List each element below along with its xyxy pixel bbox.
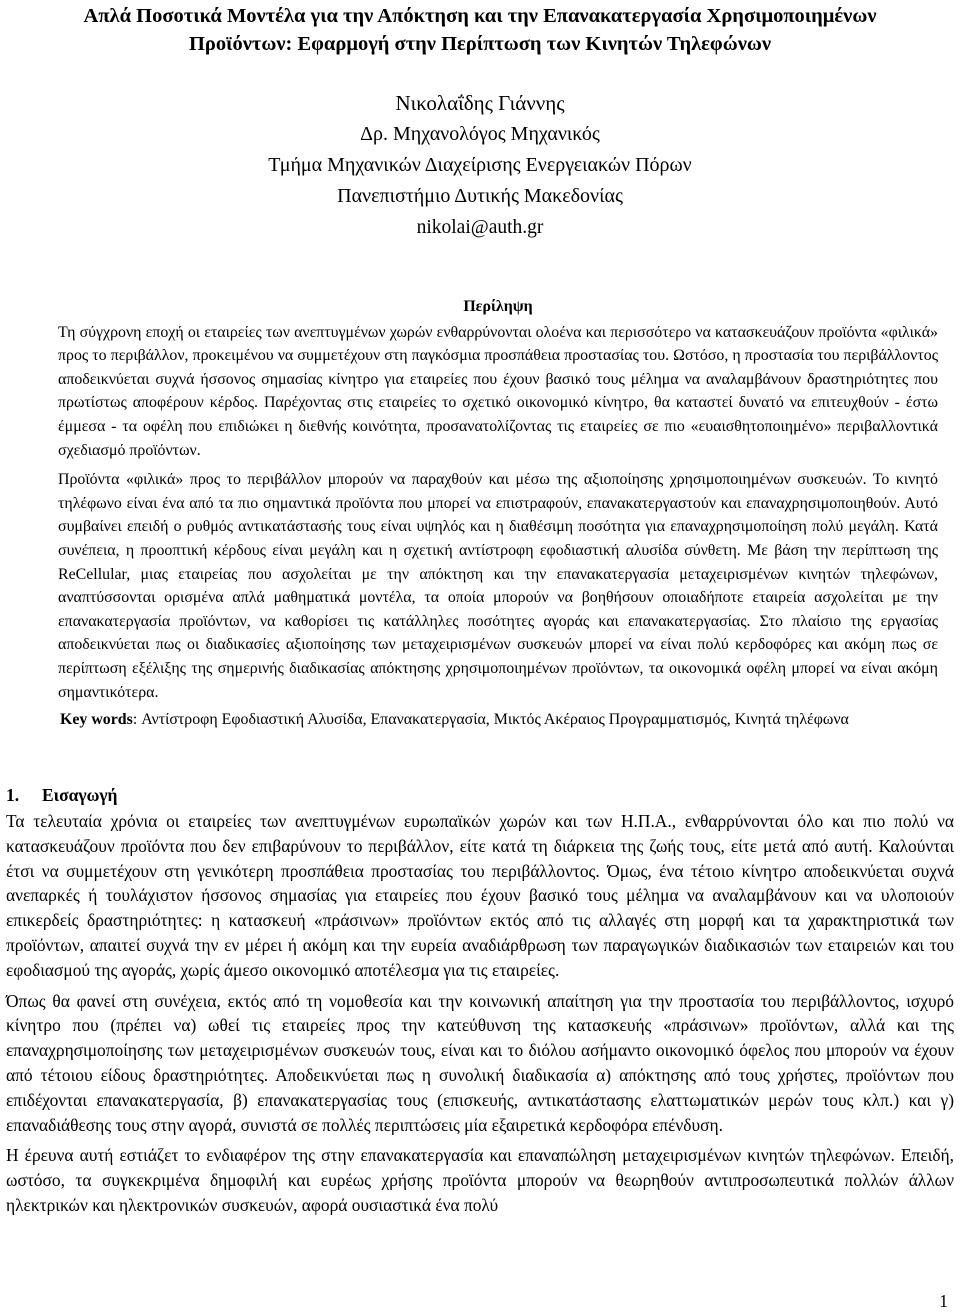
section-number: 1. bbox=[6, 785, 20, 805]
paper-title-line-2: Προϊόντων: Εφαρμογή στην Περίπτωση των Κινητών Τηλεφώνων bbox=[188, 33, 772, 55]
author-university: Πανεπιστήμιο Δυτικής Μακεδονίας bbox=[337, 185, 623, 207]
introduction-paragraph-1: Τα τελευταία χρόνια οι εταιρείες των ανεπτυγμένων ευρωπαϊκών χωρών και των Η.Π.Α., ενθαρρύνονται όλο και πιο πολύ να κατασκευάζουν προϊόντα που δεν επιβαρύνουν το περιβάλλον, είτε κατά τη διάρκεια της ζωής τους, είτε μετά από αυτή. Καλούνται έτσι να συμμετέχουν στη γενικότερη προσπάθεια προστασίας του περιβάλλοντος. Όμως, ένα τέτοιο κίνητρο αποδεικνύεται συχνά ανεπαρκές ή τουλάχιστον ήσσονος σημασίας για εταιρείες που έχουν βασικό τους μέλημα να αναλαμβάνουν και να υλοποιούν επικερδείς δραστηριότητες: η κατασκευή «πράσινων» προϊόντων εκτός από τις αλλαγές στη μορφή και τα χαρακτηριστικά των προϊόντων, απαιτεί συχνά την εν μέρει ή ακόμη και την ευρεία αναδιάρθρωση των παραγωγικών διαδικασιών των εταιρειών και του εφοδιασμού της αγοράς, χωρίς άμεσο οικονομικό αποτέλεσμα για τις εταιρείες. bbox=[6, 811, 954, 980]
keywords-line bbox=[58, 708, 938, 732]
introduction-body bbox=[6, 809, 954, 1218]
author-department: Τμήμα Μηχανικών Διαχείρισης Ενεργειακών Πόρων bbox=[268, 154, 692, 176]
section-heading-introduction bbox=[6, 780, 118, 810]
keywords-text: : Αντίστροφη Εφοδιαστική Αλυσίδα, Επανακατεργασία, Μικτός Ακέραιος Προγραμματισμός, Κινητά τηλέφωνα bbox=[132, 711, 849, 729]
introduction-paragraph-2: Όπως θα φανεί στη συνέχεια, εκτός από τη νομοθεσία και την κοινωνική απαίτηση για την προστασία του περιβάλλοντος, ισχυρό κίνητρο που (πρέπει να) ωθεί τις εταιρείες προς την κατεύθυνση της κατασκευής «πράσινων» προϊόντων, αλλά και της επαναχρησιμοποίησης των μεταχειρισμένων συσκευών τους, είναι και το διόλου ασήμαντο οικονομικό όφελος που μπορούν να έχουν από τέτοιου είδους δραστηριότητες. Αποδεικνύεται πως η συνολική διαδικασία α) απόκτησης από τους χρήστες, προϊόντων που επιδέχονται επανακατεργασία, β) επανακατεργασίας τους (επισκευής, αντικατάστασης ελαττωματικών μερών τους κλπ.) και γ) επαναδιάθεσης τους στην αγορά, συνιστά σε πολλές περιπτώσεις μία εξαιρετικά κερδοφόρα επένδυση. bbox=[6, 990, 954, 1135]
paper-title-line-1: Απλά Ποσοτικά Μοντέλα για την Απόκτηση και την Επανακατεργασία Χρησιμοποιημένων bbox=[83, 5, 877, 27]
introduction-paragraph-3: Η έρευνα αυτή εστιάζετ το ενδιαφέρον της στην επανακατεργασία και επαναπώληση μεταχειρισμένων κινητών τηλεφώνων. Επειδή, ωστόσο, τα συγκεκριμένα δημοφιλή και ευρέως χρήσης προϊόντα μπορούν να θεωρηθούν αντιπροσωπευτικά πολλών άλλων ηλεκτρικών και ηλεκτρονικών συσκευών, αφορά ουσιαστικά ένα πολύ bbox=[6, 1145, 954, 1215]
keywords-label: Key words bbox=[60, 711, 133, 729]
abstract-paragraph-2: Προϊόντα «φιλικά» προς το περιβάλλον μπορούν να παραχθούν και μέσω της αξιοποίησης χρησιμοποιημένων συσκευών. Το κινητό τηλέφωνο είναι ένα από τα πιο σημαντικά προϊόντα που μπορεί να επιστραφούν, επανακατεργαστούν και επαναχρησιμοποιηθούν. Αυτό συμβαίνει επειδή ο ρυθμός αντικατάστασής τους είναι υψηλός και η διαθέσιμη ποσότητα για επαναχρησιμοποίηση πολύ μεγάλη. Κατά συνέπεια, η προοπτική κέρδους είναι μεγάλη και η σχετική αντίστροφη εφοδιαστική αλυσίδα σύνθετη. Με βάση την περίπτωση της ReCellular, μιας εταιρείας που ασχολείται με την απόκτηση και την επανακατεργασία μεταχειρισμένων κινητών τηλεφώνων, αναπτύσσονται ορισμένα απλά μαθηματικά μοντέλα, τα οποία μπορούν να βοηθήσουν οποιαδήποτε εταιρεία ασχολείται με την επανακατεργασία προϊόντων, να καθορίσει τις κατάλληλες ποσότητες αγοράς και επανακατεργασίας. Στο πλαίσιο της εργασίας αποδεικνύεται πως οι διαδικασίες αξιοποίησης των μεταχειρισμένων συσκευών μπορεί να είναι πολύ κερδοφόρες και ακόμη πως σε περίπτωση εξέλιξης της σημερινής διαδικασίας απόκτησης χρησιμοποιημένων προϊόντων, τα οικονομικά οφέλη μπορεί να είναι ακόμη σημαντικότερα. bbox=[58, 471, 938, 701]
abstract-heading: Περίληψη bbox=[463, 298, 533, 315]
abstract-paragraph-1: Τη σύγχρονη εποχή οι εταιρείες των ανεπτυγμένων χωρών ενθαρρύνονται ολοένα και περισσότερο να κατασκευάζουν προϊόντα «φιλικά» προς το περιβάλλον, προκειμένου να συμμετέχουν στη παγκόσμια προσπάθεια προστασίας του. Ωστόσο, η προστασία του περιβάλλοντος αποδεικνύεται συχνά ήσσονος σημασίας κίνητρο για εταιρείες που έχουν βασικό τους μέλημα να αναλαμβάνουν δραστηριότητες που πρωτίστως αποφέρουν κέρδος. Παρέχοντας στις εταιρείες το σχετικό οικονομικό κίνητρο, θα καταστεί δυνατό να επιτευχθούν - έστω έμμεσα - τα οφέλη που επιδιώκει η διεθνής κοινότητα, προσανατολίζοντας τις εταιρείες σε πιο «ευαισθητοποιημένο» περιβαλλοντικά σχεδιασμό προϊόντων. bbox=[58, 323, 938, 459]
paper-title bbox=[0, 2, 960, 58]
author-title: Δρ. Μηχανολόγος Μηχανικός bbox=[360, 123, 600, 145]
author-name: Νικολαΐδης Γιάννης bbox=[395, 91, 565, 115]
author-block bbox=[0, 88, 960, 243]
page-number: 1 bbox=[939, 1291, 948, 1311]
author-email: nikolai@auth.gr bbox=[416, 217, 544, 238]
abstract-section bbox=[58, 295, 938, 732]
section-title: Εισαγωγή bbox=[42, 785, 118, 805]
